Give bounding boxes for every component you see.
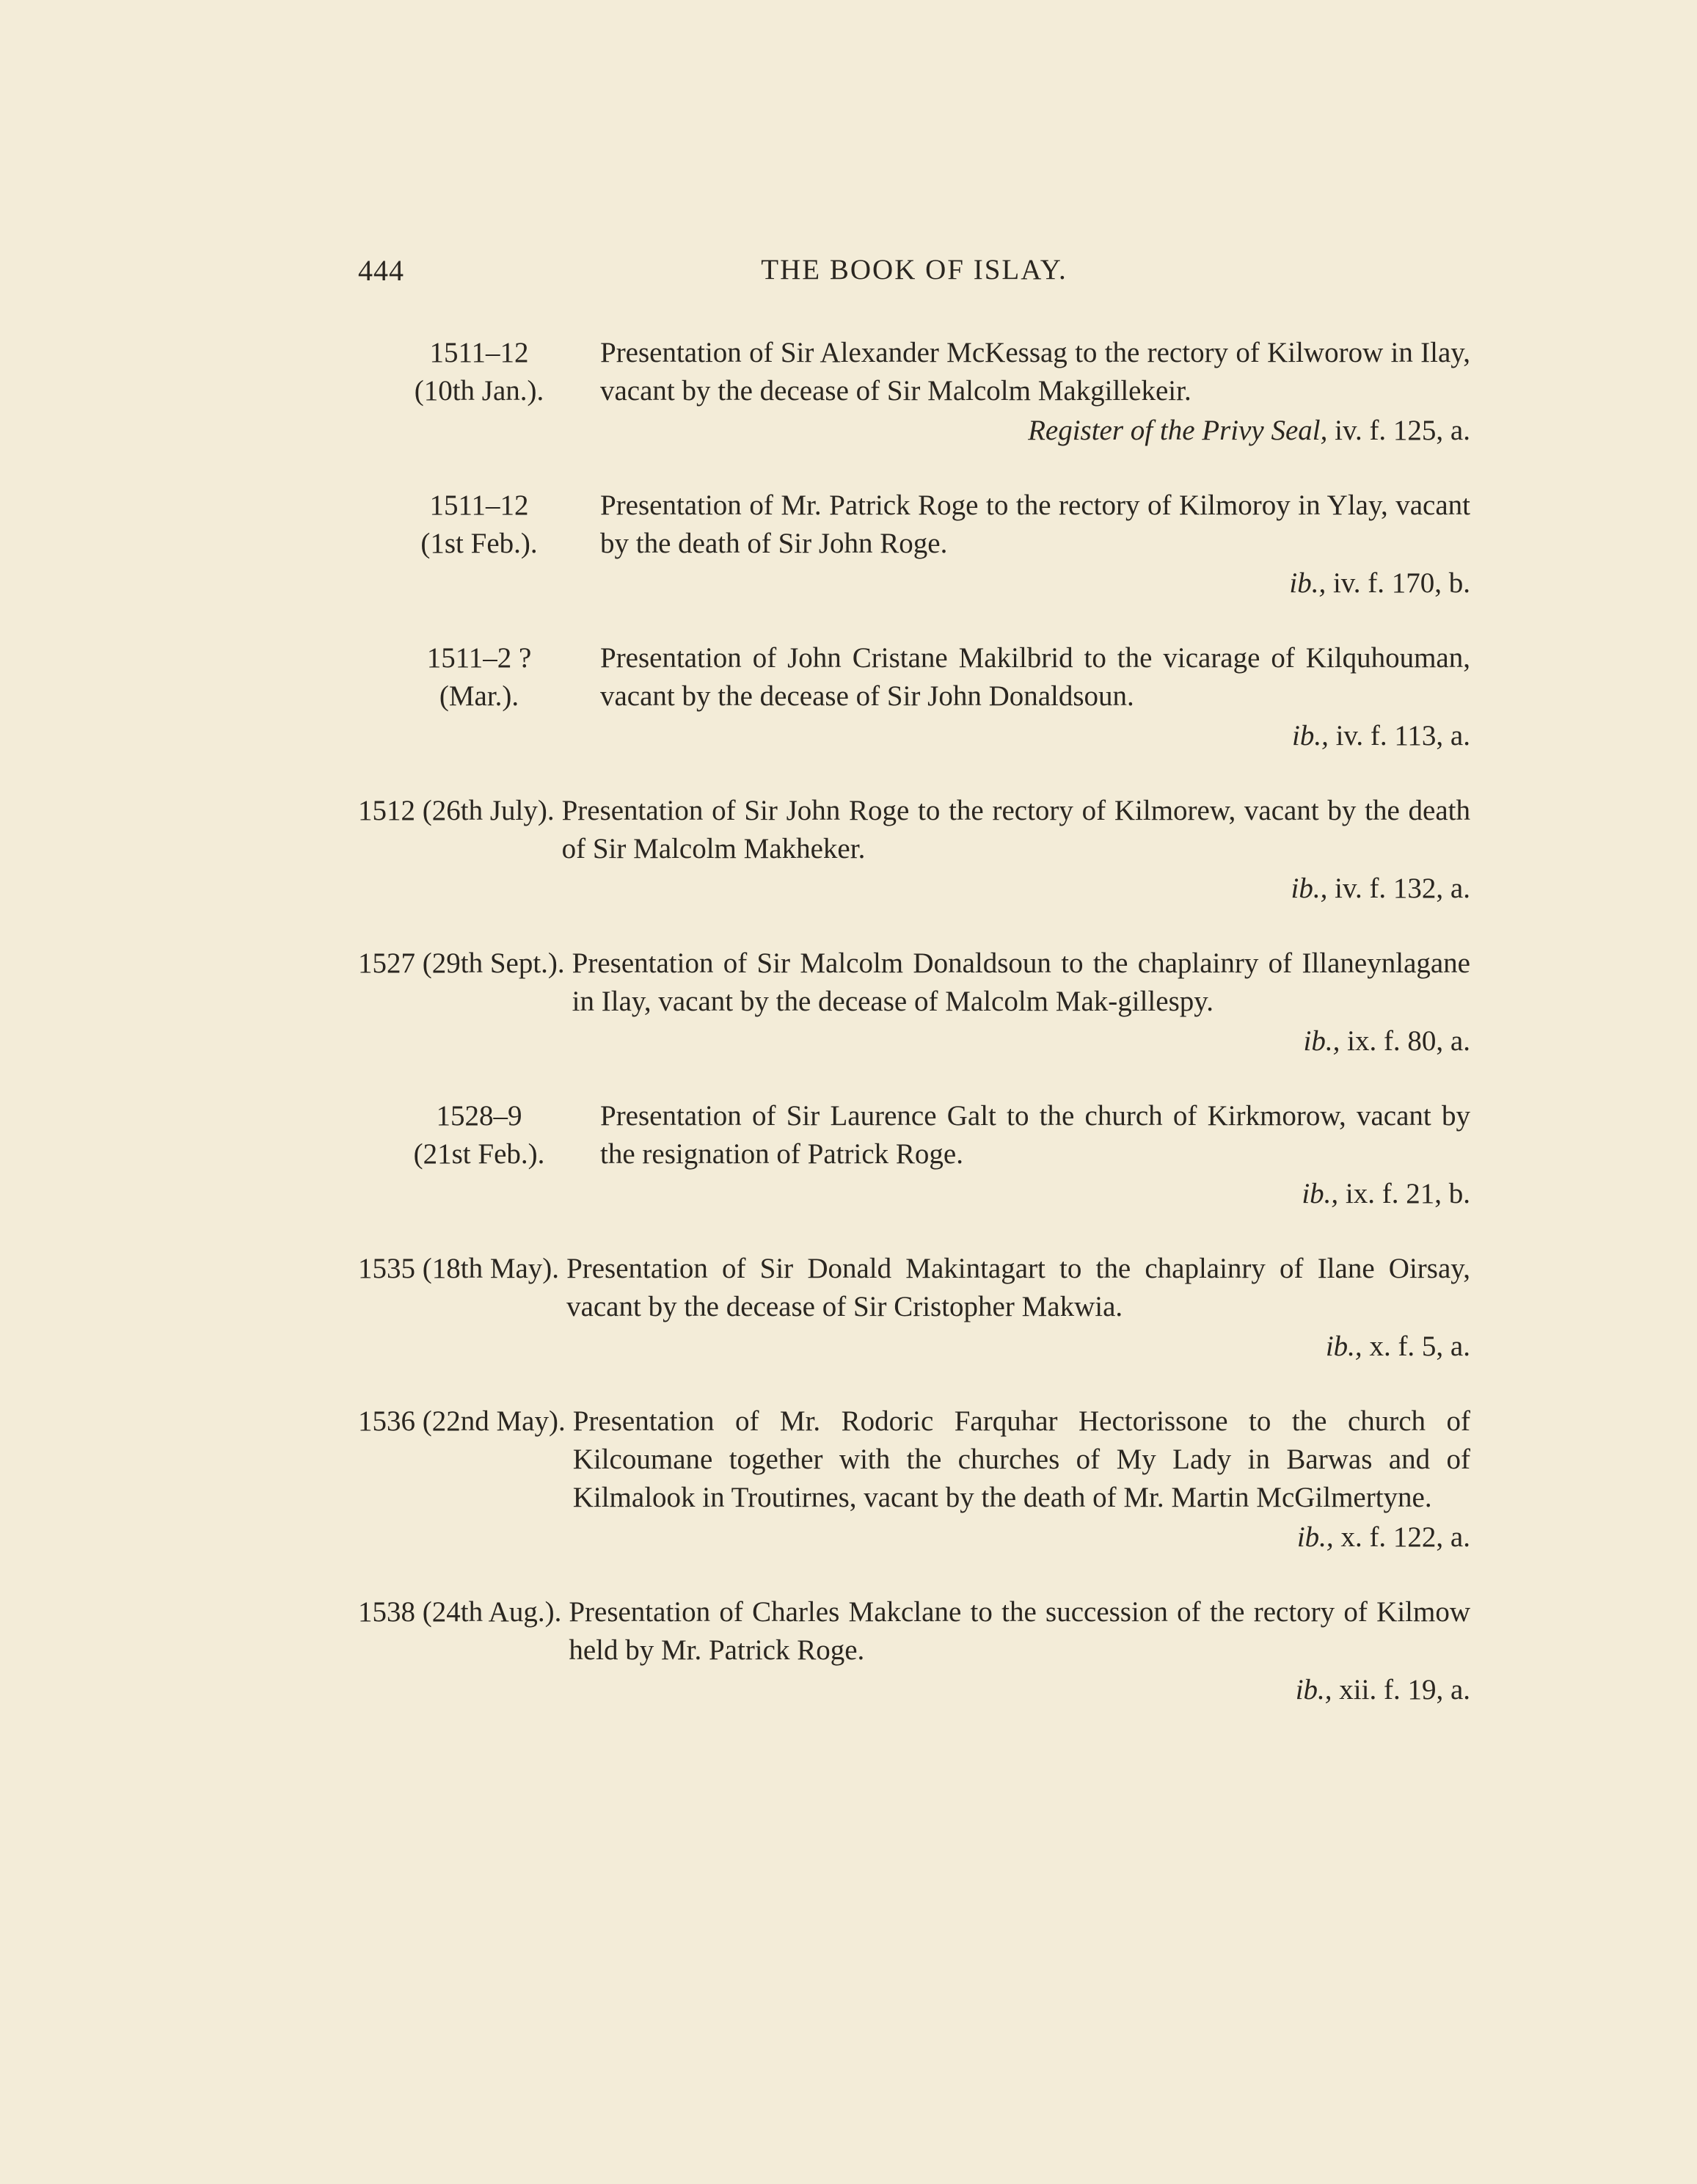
entry-date-line: (Mar.). <box>439 680 519 712</box>
entry-date <box>358 487 600 563</box>
running-title: THE BOOK OF ISLAY. <box>761 254 1068 285</box>
record-entry <box>358 1593 1470 1709</box>
entry-date <box>358 1250 566 1326</box>
entry-date <box>358 1402 573 1517</box>
entry-text: Presentation of Mr. Rodoric Farquhar Hectorissone to the church of Kilcoumane together with the churches of My Lady in Barwas and of Kilmalook in Troutirnes, vacant by the death of Mr. Martin McGilmertyne. <box>572 1405 1470 1513</box>
page-number: 444 <box>358 254 404 287</box>
entry-citation <box>358 1517 1470 1557</box>
entry-text: Presentation of Sir Donald Makintagart to the chaplainry of Ilane Oirsay, vacant by the decease of Sir Cristopher Makwia. <box>566 1253 1470 1322</box>
citation-reference: iv. f. 170, b. <box>1326 567 1470 599</box>
citation-source: ib., <box>1303 1025 1340 1057</box>
entry-date <box>358 334 600 410</box>
record-entry <box>358 1097 1470 1213</box>
entry-text: Presentation of Charles Makclane to the succession of the rectory of Kilmow held by Mr. Patrick Roge. <box>569 1596 1470 1666</box>
citation-source: ib., <box>1302 1178 1339 1209</box>
entry-text: Presentation of John Cristane Makilbrid to the vicarage of Kilquhouman, vacant by the decease of Sir John Donaldsoun. <box>600 642 1470 712</box>
entry-date-line: 1511–2 ? <box>426 642 532 674</box>
entry-date-line: 1512 (26th July). <box>358 795 555 826</box>
record-entry <box>358 639 1470 755</box>
citation-source: Register of the Privy Seal, <box>1028 415 1328 446</box>
record-entry <box>358 334 1470 450</box>
citation-reference: iv. f. 125, a. <box>1327 415 1470 446</box>
citation-source: ib., <box>1289 567 1326 599</box>
entry-date <box>358 639 600 716</box>
entry-citation <box>358 868 1470 908</box>
entry-date-line: (21st Feb.). <box>413 1138 545 1170</box>
citation-reference: ix. f. 21, b. <box>1338 1178 1470 1209</box>
entry-citation <box>358 1326 1470 1366</box>
page-header <box>358 253 1470 297</box>
record-entry <box>358 944 1470 1060</box>
citation-reference: x. f. 122, a. <box>1333 1521 1470 1553</box>
entry-date-line: 1536 (22nd May). <box>358 1405 566 1437</box>
entry-date-line: 1511–12 <box>429 337 529 368</box>
record-entry <box>358 487 1470 603</box>
entry-text: Presentation of Sir Laurence Galt to the church of Kirkmorow, vacant by the resignation of Patrick Roge. <box>600 1100 1470 1170</box>
entry-date-line: (1st Feb.). <box>420 528 538 559</box>
record-entry <box>358 1402 1470 1557</box>
entry-citation <box>358 410 1470 450</box>
citation-source: ib., <box>1296 1521 1334 1553</box>
citation-source: ib., <box>1291 873 1328 904</box>
citation-source: ib., <box>1295 1674 1332 1706</box>
record-entry <box>358 1250 1470 1366</box>
citation-source: ib., <box>1292 720 1329 751</box>
entry-citation <box>358 1173 1470 1213</box>
entry-date <box>358 1593 569 1670</box>
entry-date-line: 1527 (29th Sept.). <box>358 947 565 979</box>
entry-text: Presentation of Mr. Patrick Roge to the rectory of Kilmoroy in Ylay, vacant by the death of Sir John Roge. <box>600 489 1470 559</box>
entry-text: Presentation of Sir John Roge to the rectory of Kilmorew, vacant by the death of Sir Malcolm Makheker. <box>561 795 1470 864</box>
entry-citation <box>358 1021 1470 1060</box>
entry-text: Presentation of Sir Malcolm Donaldsoun to the chaplainry of Illaneynlagane in Ilay, vacant by the decease of Malcolm Mak-gillespy. <box>572 947 1470 1017</box>
entry-date <box>358 944 572 1021</box>
citation-reference: iv. f. 132, a. <box>1327 873 1470 904</box>
citation-reference: x. f. 5, a. <box>1362 1331 1470 1362</box>
entry-citation <box>358 716 1470 755</box>
entry-date-line: (10th Jan.). <box>414 375 544 407</box>
citation-reference: xii. f. 19, a. <box>1332 1674 1470 1706</box>
entry-date-line: 1528–9 <box>436 1100 522 1132</box>
entry-text: Presentation of Sir Alexander McKessag to the rectory of Kilworow in Ilay, vacant by the decease of Sir Malcolm Makgillekeir. <box>600 337 1470 407</box>
citation-source: ib., <box>1325 1331 1362 1362</box>
entry-date-line: 1538 (24th Aug.). <box>358 1596 562 1628</box>
entry-citation <box>358 1670 1470 1709</box>
entry-date-line: 1511–12 <box>429 489 529 521</box>
entry-list <box>358 334 1470 1746</box>
entry-date-line: 1535 (18th May). <box>358 1253 560 1284</box>
entry-date <box>358 792 562 868</box>
citation-reference: iv. f. 113, a. <box>1328 720 1470 751</box>
entry-citation <box>358 563 1470 603</box>
citation-reference: ix. f. 80, a. <box>1340 1025 1470 1057</box>
entry-date <box>358 1097 600 1173</box>
record-entry <box>358 792 1470 908</box>
